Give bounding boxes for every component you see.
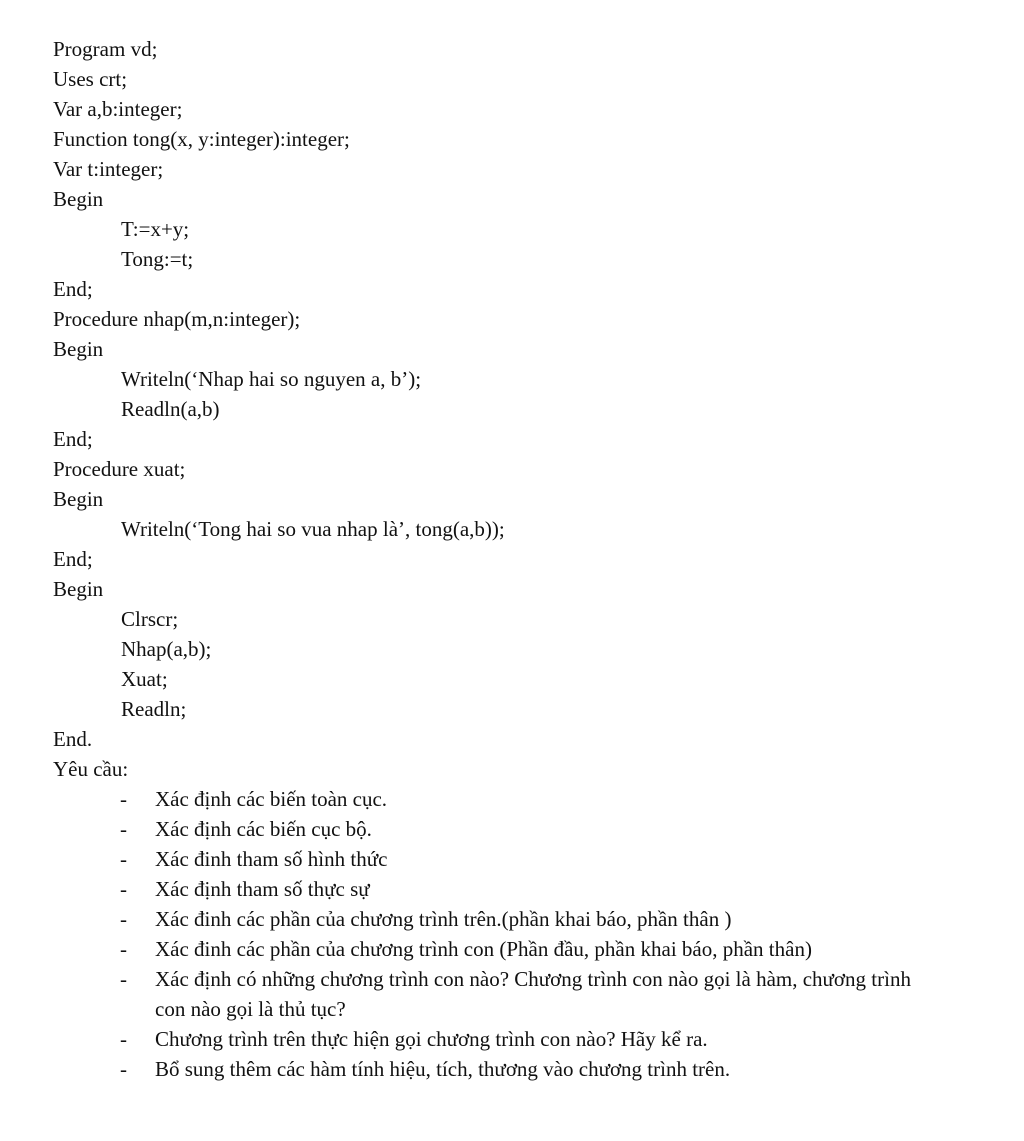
requirement-text: Bổ sung thêm các hàm tính hiệu, tích, thương vào chương trình trên.	[155, 1057, 731, 1081]
requirement-item	[53, 934, 935, 964]
requirement-item	[53, 814, 935, 844]
code-line: Program vd;	[53, 37, 158, 61]
requirements-list	[53, 784, 953, 1084]
requirement-item	[53, 904, 935, 934]
requirement-text: Xác đinh các phần của chương trình con (Phần đầu, phần khai báo, phần thân)	[155, 937, 812, 961]
requirement-text: Xác định có những chương trình con nào? Chương trình con nào gọi là hàm, chương trình con nào gọi là thủ tục?	[155, 967, 911, 1021]
code-line: Var a,b:integer;	[53, 97, 183, 121]
requirement-item	[53, 874, 935, 904]
code-line: Clrscr;	[121, 607, 179, 631]
requirement-text: Chương trình trên thực hiện gọi chương trình con nào? Hãy kể ra.	[155, 1027, 708, 1051]
requirements-section	[53, 754, 953, 1084]
requirement-text: Xác đinh tham số hình thức	[155, 847, 388, 871]
code-line: Function tong(x, y:integer):integer;	[53, 127, 350, 151]
bullet-dash: -	[120, 907, 127, 931]
code-line: Begin	[53, 187, 104, 211]
code-line: Tong:=t;	[121, 247, 194, 271]
requirement-item	[53, 844, 935, 874]
bullet-dash: -	[120, 937, 127, 961]
bullet-dash: -	[120, 1057, 127, 1081]
requirement-text: Xác định các biến cục bộ.	[155, 817, 372, 841]
requirement-text: Xác đinh các phần của chương trình trên.(phần khai báo, phần thân )	[155, 907, 732, 931]
requirement-text: Xác định các biến toàn cục.	[155, 787, 388, 811]
code-line: Xuat;	[121, 667, 168, 691]
bullet-dash: -	[120, 877, 127, 901]
code-line: Procedure nhap(m,n:integer);	[53, 307, 301, 331]
requirements-title: Yêu cầu:	[53, 757, 129, 781]
code-line: Begin	[53, 487, 104, 511]
code-line: End;	[53, 547, 93, 571]
code-line: End.	[53, 727, 93, 751]
bullet-dash: -	[120, 787, 127, 811]
bullet-dash: -	[120, 1027, 127, 1051]
requirement-item	[53, 964, 935, 1024]
pascal-code-block	[53, 34, 505, 754]
code-line: Writeln(‘Nhap hai so nguyen a, b’);	[121, 367, 422, 391]
code-line: End;	[53, 277, 93, 301]
bullet-dash: -	[120, 847, 127, 871]
requirement-text: Xác định tham số thực sự	[155, 877, 370, 901]
bullet-dash: -	[120, 817, 127, 841]
code-line: Readln;	[121, 697, 187, 721]
code-line: Begin	[53, 577, 104, 601]
code-line: T:=x+y;	[121, 217, 190, 241]
requirement-item	[53, 1054, 935, 1084]
requirement-item	[53, 784, 935, 814]
bullet-dash: -	[120, 967, 127, 991]
code-line: Var t:integer;	[53, 157, 164, 181]
code-line: Writeln(‘Tong hai so vua nhap là’, tong(a,b));	[121, 517, 505, 541]
code-line: Uses crt;	[53, 67, 128, 91]
requirement-item	[53, 1024, 935, 1054]
code-line: End;	[53, 427, 93, 451]
code-line: Begin	[53, 337, 104, 361]
code-line: Readln(a,b)	[121, 397, 220, 421]
code-line: Nhap(a,b);	[121, 637, 212, 661]
code-line: Procedure xuat;	[53, 457, 186, 481]
